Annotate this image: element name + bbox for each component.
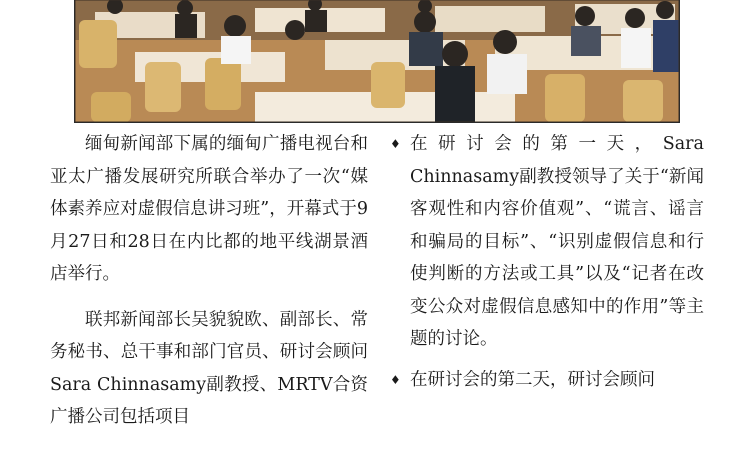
left-column <box>50 128 368 447</box>
article-paragraph: 缅甸新闻部下属的缅甸广播电视台和亚太广播发展研究所联合举办了一次“媒体素养应对虚假信息讲习班”，开幕式于9月27日和28日在内比都的地平线湖景酒店举行。 <box>50 134 368 284</box>
right-column <box>388 128 704 404</box>
seminar-photo-image <box>75 0 679 122</box>
diamond-bullet-icon: ♦ <box>390 372 401 387</box>
article-paragraph: 联邦新闻部长吴貌貌欧、副部长、常务秘书、总干事和部门官员、研讨会顾问Sara Chinnasamy副教授、MRTV合资广播公司包括项目 <box>50 309 368 427</box>
seminar-photo <box>74 0 680 123</box>
bullet-item <box>388 128 704 356</box>
bullet-text: 在研讨会的第二天，研讨会顾问 <box>410 369 655 390</box>
bullet-text: 在研讨会的第一天，Sara Chinnasamy副教授领导了关于“新闻客观性和内容价值观”、“谎言、谣言和骗局的目标”、“识别虚假信息和行使判断的方法或工具”以及“记者在改变公众对虚假信息感知中的作用”等主题的讨论。 <box>410 134 704 349</box>
diamond-bullet-icon: ♦ <box>390 137 401 151</box>
bullet-item <box>388 364 704 397</box>
